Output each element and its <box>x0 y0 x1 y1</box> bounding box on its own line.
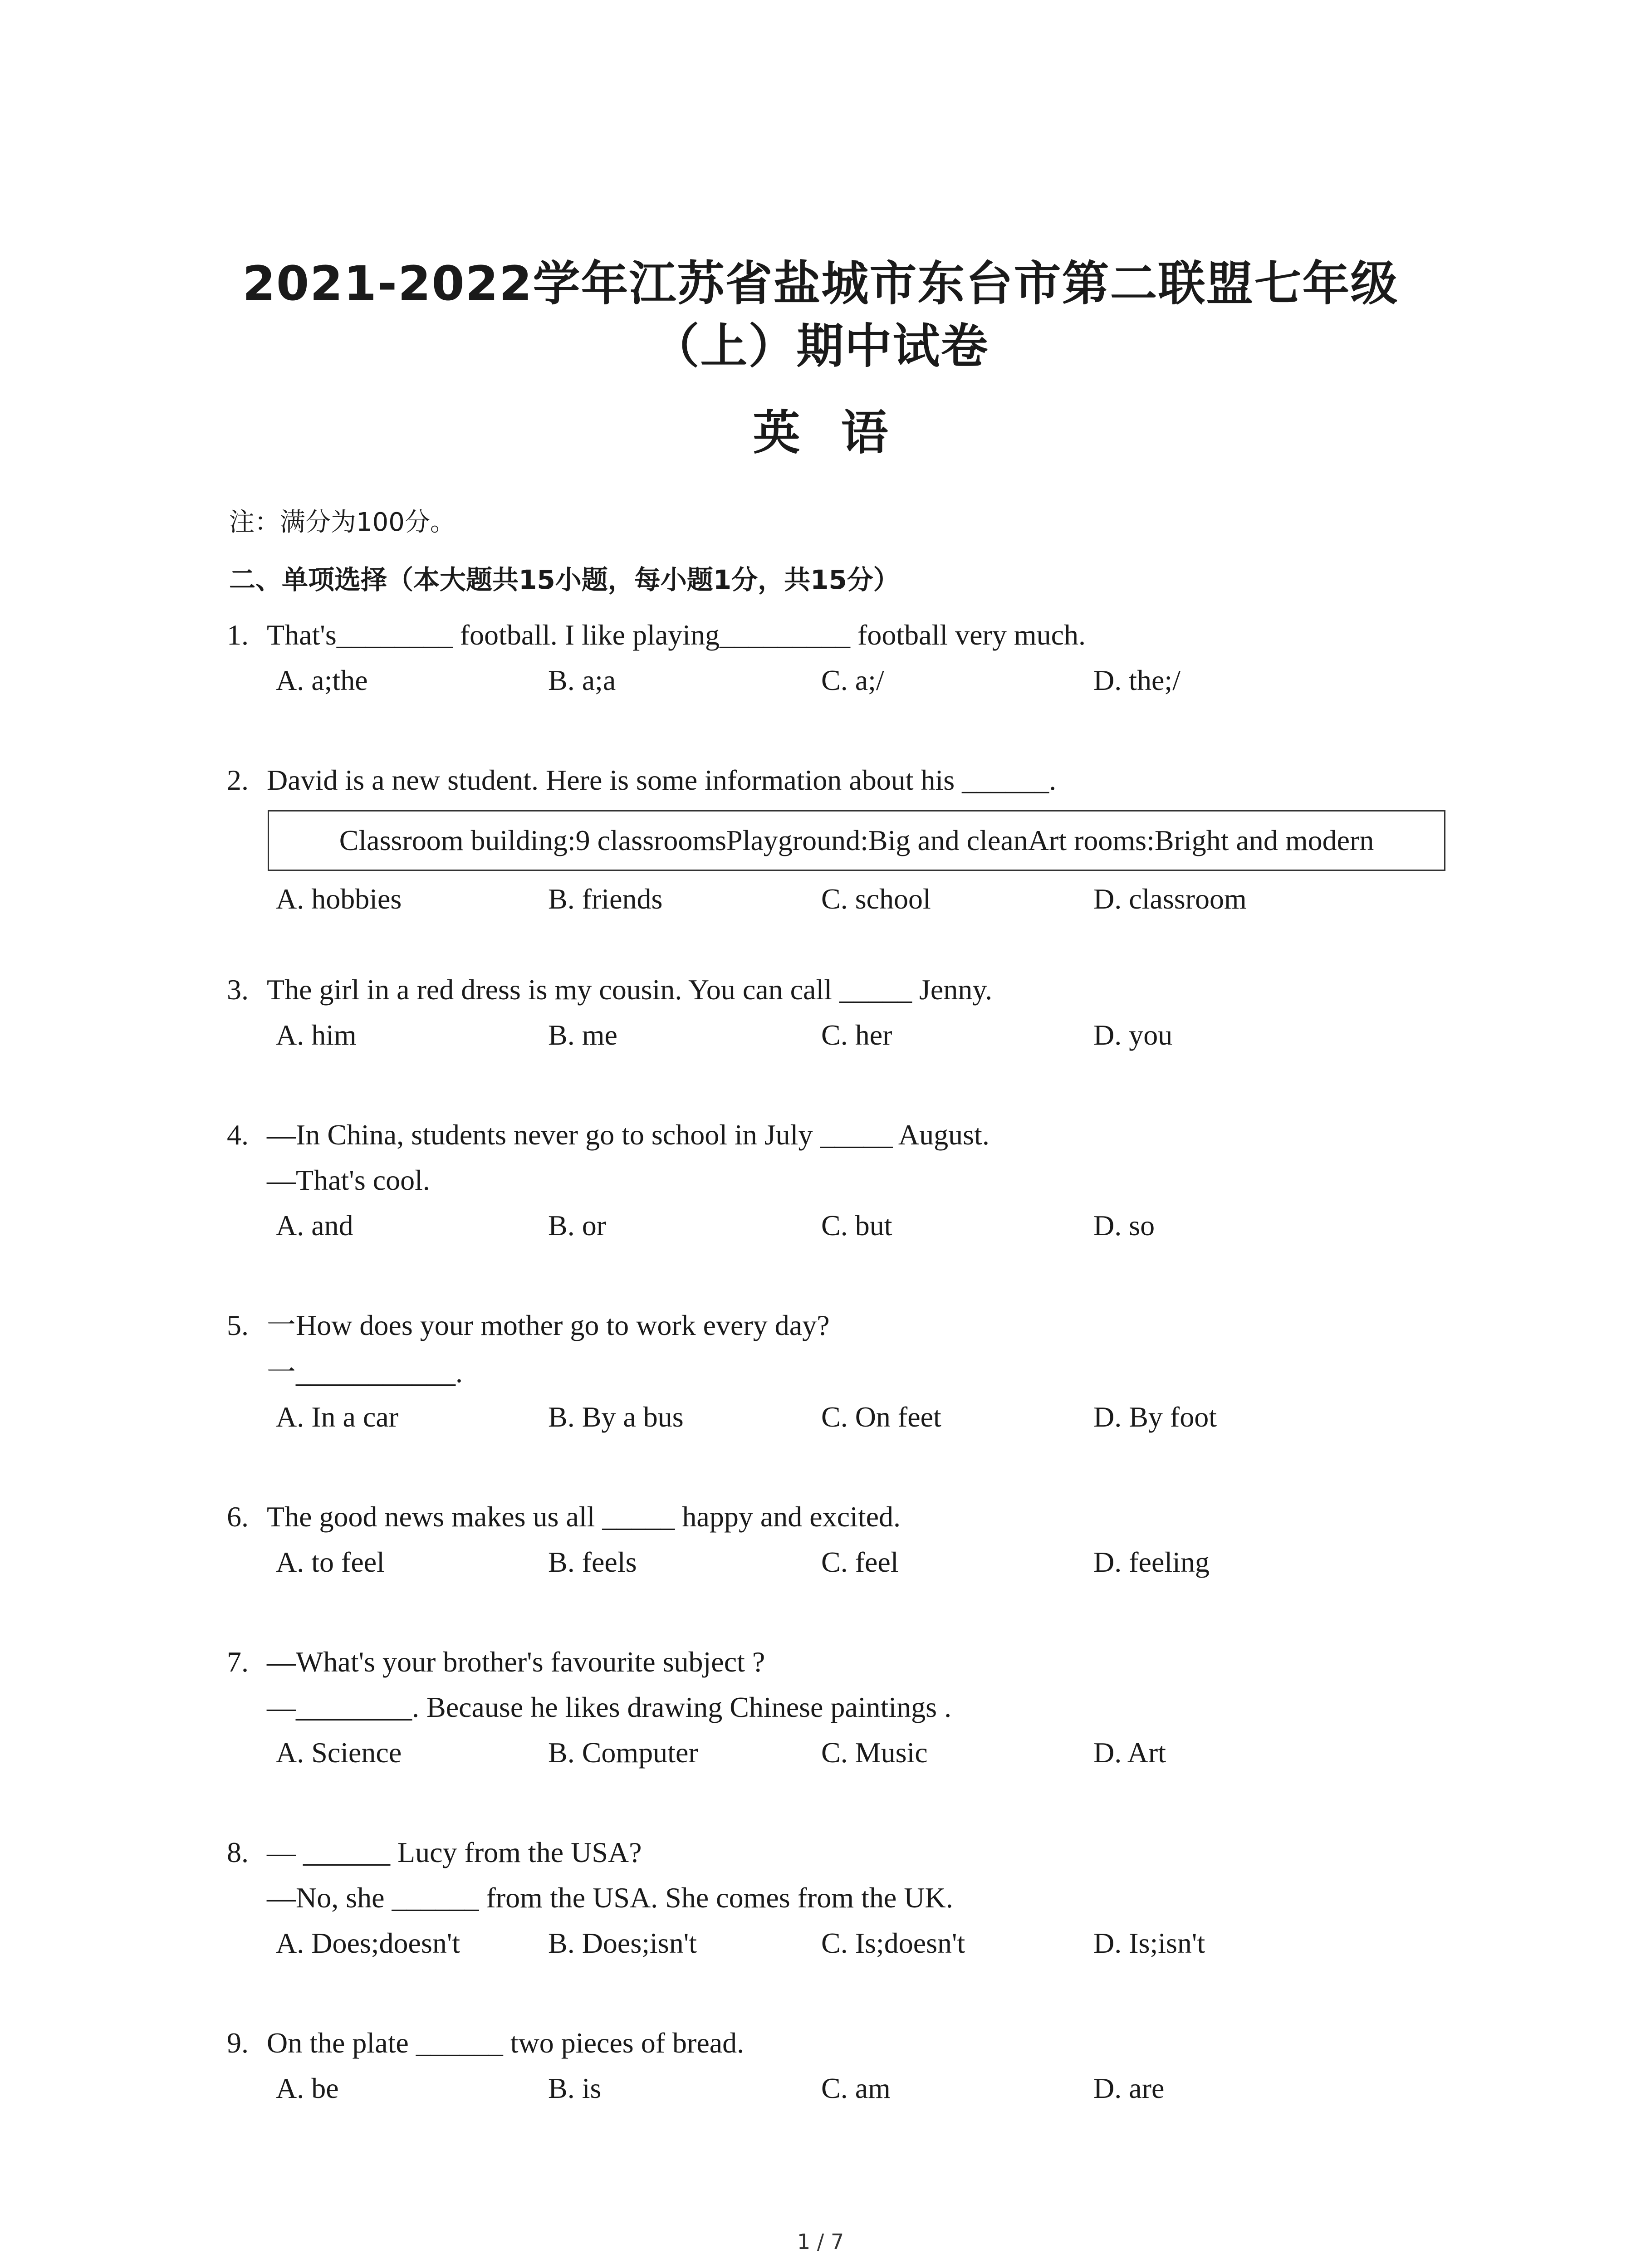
option-a: A. Does;doesn't <box>276 1927 460 1959</box>
option-c: C. Is;doesn't <box>821 1927 965 1959</box>
option-b: B. a;a <box>548 664 616 696</box>
option-b: B. Computer <box>548 1736 698 1769</box>
page-number: 1 / 7 <box>797 2229 844 2254</box>
exam-title-line-2: （上）期中试卷 <box>652 318 989 374</box>
option-d: D. you <box>1093 1019 1173 1051</box>
question-stem: David is a new student. Here is some information about his ______. <box>267 764 1057 796</box>
option-d: D. classroom <box>1093 883 1247 915</box>
question-number: 7. <box>227 1646 249 1678</box>
question-stem: 一How does your mother go to work every day? <box>267 1309 830 1341</box>
question-number: 5. <box>227 1309 249 1341</box>
score-note: 注：满分为100分。 <box>229 508 456 537</box>
question-number: 1. <box>227 619 249 651</box>
question-stem: —In China, students never go to school in July _____ August. <box>267 1119 989 1151</box>
option-b: B. me <box>548 1019 617 1051</box>
subject-heading: 英语 <box>753 405 929 460</box>
question-stem: The girl in a red dress is my cousin. You can call _____ Jenny. <box>267 973 993 1006</box>
option-c: C. school <box>821 883 931 915</box>
option-d: D. so <box>1093 1209 1155 1242</box>
option-a: A. and <box>276 1209 353 1242</box>
option-d: D. feeling <box>1093 1546 1210 1578</box>
option-a: A. hobbies <box>276 883 402 915</box>
question-stem: —What's your brother's favourite subject ? <box>267 1646 765 1678</box>
question-number: 3. <box>227 973 249 1006</box>
question-stem: That's________ football. I like playing_________ football very much. <box>267 619 1086 651</box>
question-stem: —No, she ______ from the USA. She comes from the UK. <box>267 1882 953 1914</box>
option-d: D. Is;isn't <box>1093 1927 1205 1959</box>
option-a: A. Science <box>276 1736 402 1769</box>
question-number: 8. <box>227 1836 249 1868</box>
option-c: C. her <box>821 1019 892 1051</box>
option-a: A. a;the <box>276 664 368 696</box>
question-number: 2. <box>227 764 249 796</box>
option-a: A. him <box>276 1019 357 1051</box>
exam-title-line-1: 2021-2022学年江苏省盐城市东台市第二联盟七年级 <box>242 256 1399 311</box>
option-a: A. be <box>276 2072 339 2104</box>
option-b: B. is <box>548 2072 602 2104</box>
question-stem: —That's cool. <box>267 1164 430 1196</box>
option-d: D. By foot <box>1093 1401 1217 1433</box>
option-c: C. a;/ <box>821 664 884 696</box>
option-c: C. feel <box>821 1546 899 1578</box>
question-stem: 一___________. <box>267 1356 463 1388</box>
option-b: B. or <box>548 1209 606 1242</box>
option-b: B. friends <box>548 883 663 915</box>
question-stem: The good news makes us all _____ happy and excited. <box>267 1501 901 1533</box>
option-b: B. Does;isn't <box>548 1927 697 1959</box>
question-stem: On the plate ______ two pieces of bread. <box>267 2027 745 2059</box>
option-d: D. Art <box>1093 1736 1166 1769</box>
question-number: 4. <box>227 1119 249 1151</box>
option-c: C. but <box>821 1209 892 1242</box>
question-number: 9. <box>227 2027 249 2059</box>
option-a: A. In a car <box>276 1401 399 1433</box>
info-box: Classroom building:9 classroomsPlayground:Big and cleanArt rooms:Bright and modern <box>268 810 1445 871</box>
option-d: D. are <box>1093 2072 1165 2104</box>
option-c: C. Music <box>821 1736 928 1769</box>
option-c: C. On feet <box>821 1401 941 1433</box>
option-c: C. am <box>821 2072 891 2104</box>
question-stem: — ______ Lucy from the USA? <box>267 1836 642 1868</box>
option-d: D. the;/ <box>1093 664 1181 696</box>
question-stem: —________. Because he likes drawing Chinese paintings . <box>267 1691 952 1723</box>
option-b: B. By a bus <box>548 1401 684 1433</box>
question-number: 6. <box>227 1501 249 1533</box>
option-a: A. to feel <box>276 1546 385 1578</box>
section-heading: 二、单项选择（本大题共15小题，每小题1分，共15分） <box>229 564 900 595</box>
option-b: B. feels <box>548 1546 637 1578</box>
